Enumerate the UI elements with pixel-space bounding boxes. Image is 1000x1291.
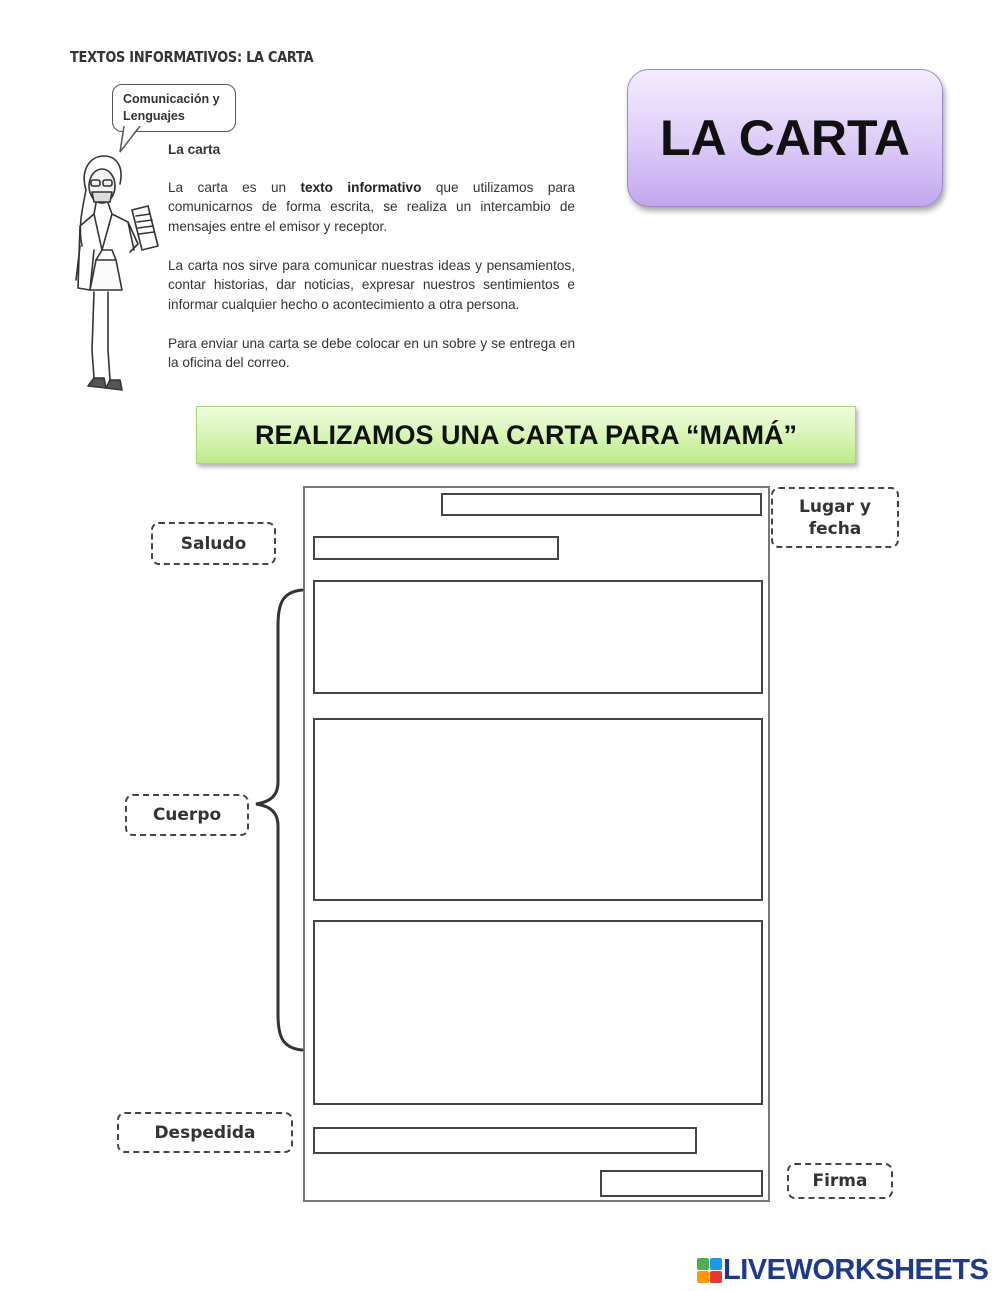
p1-bold: texto informativo — [300, 179, 422, 195]
liveworksheets-brand: LIVEWORKSHEETS — [723, 1254, 989, 1286]
cuerpo-input-3[interactable] — [313, 920, 763, 1105]
title-box: LA CARTA — [627, 69, 943, 207]
saludo-label: Saludo — [151, 522, 276, 565]
teacher-illustration — [72, 150, 168, 396]
p1-end: que utilizamos para comunicarnos de forma escrita, se realiza un intercambio de mensajes entre el emisor y receptor. — [168, 179, 575, 234]
intro-paragraph-3: Para enviar una carta se debe colocar en un sobre y se entrega en la oficina del correo. — [168, 335, 575, 370]
cuerpo-input-2[interactable] — [313, 718, 763, 901]
firma-label: Firma — [787, 1163, 893, 1199]
speech-bubble: Comunicación y Lenguajes — [112, 84, 236, 132]
intro-subtitle: La carta — [168, 142, 221, 157]
liveworksheets-logo-icon — [697, 1258, 723, 1284]
liveworksheets-logo — [697, 1254, 988, 1287]
cuerpo-input-1[interactable] — [313, 580, 763, 694]
cuerpo-brace — [252, 586, 306, 1054]
cuerpo-label: Cuerpo — [125, 794, 249, 836]
lugar-fecha-input[interactable] — [441, 493, 762, 516]
despedida-input[interactable] — [313, 1127, 697, 1154]
saludo-input[interactable] — [313, 536, 559, 560]
firma-input[interactable] — [600, 1170, 763, 1197]
intro-text — [168, 140, 575, 392]
lugar-fecha-label: Lugar y fecha — [771, 487, 899, 548]
activity-banner: REALIZAMOS UNA CARTA PARA “MAMÁ” — [196, 406, 856, 464]
intro-paragraph-1 — [168, 178, 575, 237]
despedida-label: Despedida — [117, 1112, 293, 1153]
intro-paragraph-2: La carta nos sirve para comunicar nuestras ideas y pensamientos, contar historias, dar noticias, expresar nuestros sentimientos e informar cualquier hecho o acontecimiento a otra persona. — [168, 257, 575, 312]
section-title: TEXTOS INFORMATIVOS: LA CARTA — [70, 48, 314, 66]
p1-start: La carta es un — [168, 179, 301, 195]
